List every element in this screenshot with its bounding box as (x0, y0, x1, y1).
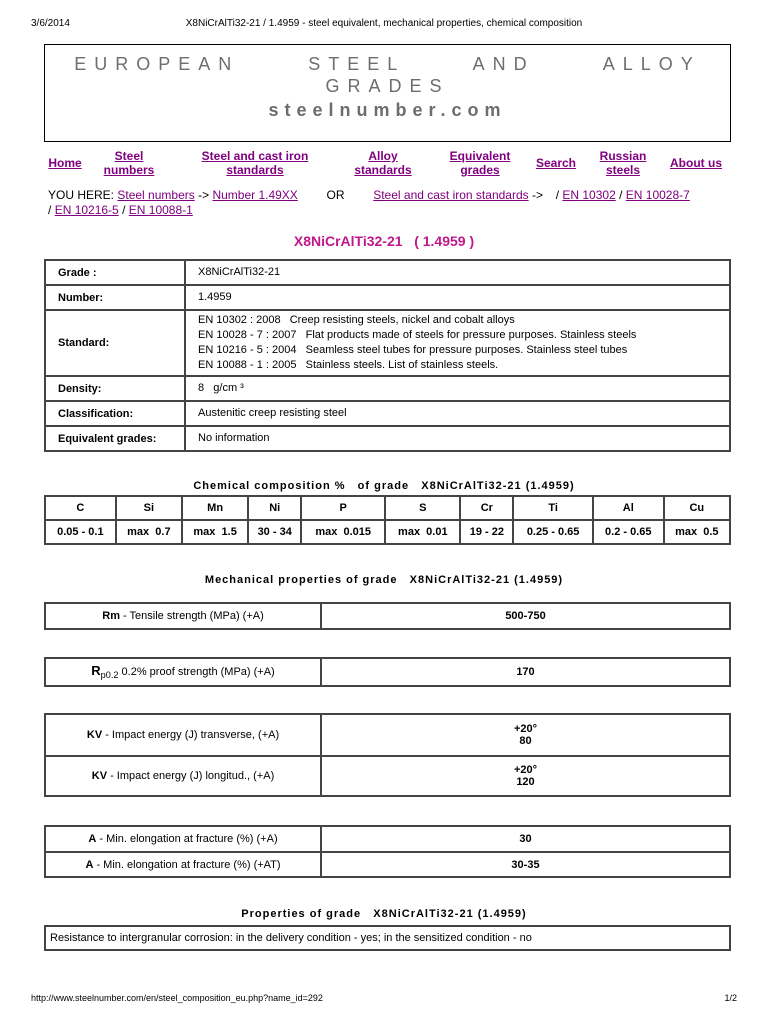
rm-symbol: Rm (102, 610, 120, 622)
kv-transverse-text: - Impact energy (J) transverse, (+A) (102, 729, 280, 741)
kv-transverse-energy: 80 (519, 735, 532, 747)
banner-site-name: steelnumber.com (268, 100, 507, 120)
chem-table (44, 495, 731, 545)
chem-value-row (45, 520, 730, 544)
chem-header-ni: Ni (248, 496, 301, 520)
rm-label (45, 603, 321, 629)
grade-info-table (44, 259, 731, 452)
table-row (45, 658, 730, 686)
chem-value-c: 0.05 - 0.1 (45, 520, 116, 544)
a-plus-a-value: 30 (321, 826, 730, 852)
a-symbol: A (85, 858, 94, 871)
chem-title: Chemical composition % of grade X8NiCrAlTi32-21 (1.4959) (193, 480, 575, 492)
breadcrumb-sep: / (619, 188, 623, 202)
a-plus-a-text: - Min. elongation at fracture (%) (+A) (96, 833, 278, 845)
classification-value: Austenitic creep resisting steel (185, 401, 730, 426)
breadcrumb-arrow-2: -> (531, 188, 543, 202)
density-label: Density: (45, 376, 185, 401)
standard-line-2: EN 10028 - 7 : 2007 Flat products made of steels for pressure purposes. Stainless steels (198, 329, 637, 341)
equivalent-value: No information (185, 426, 730, 451)
nav-search[interactable]: Search (535, 156, 577, 170)
mech-table-rp (44, 657, 731, 687)
kv-longitud-value (321, 756, 730, 796)
chem-value-s: max 0.01 (385, 520, 460, 544)
number-label: Number: (45, 285, 185, 310)
a-plus-at-value: 30-35 (321, 852, 730, 877)
nav-standards-line2: standards (226, 163, 284, 177)
mech-table-a (44, 825, 731, 878)
banner-word-1: EUROPEAN (74, 54, 240, 74)
grade-label: Grade : (45, 260, 185, 285)
nav-russian-steels[interactable] (596, 149, 650, 177)
chem-value-si: max 0.7 (116, 520, 182, 544)
chem-value-mn: max 1.5 (182, 520, 248, 544)
chem-header-c: C (45, 496, 116, 520)
site-banner[interactable] (44, 44, 731, 142)
nav-steel-numbers-line1: Steel (114, 149, 144, 163)
mech-table-rm (44, 602, 731, 630)
kv-longitud-text: - Impact energy (J) longitud., (+A) (107, 770, 275, 782)
breadcrumb-steel-numbers[interactable]: Steel numbers (117, 188, 195, 202)
nav-steel-numbers[interactable] (100, 149, 158, 177)
breadcrumb-en-10216-5[interactable]: EN 10216-5 (54, 203, 119, 217)
table-row (45, 260, 730, 285)
print-doc-title: X8NiCrAlTi32-21 / 1.4959 - steel equivalent, mechanical properties, chemical composition (185, 18, 583, 29)
table-row (45, 401, 730, 426)
chem-value-p: max 0.015 (301, 520, 385, 544)
chem-value-ni: 30 - 34 (248, 520, 301, 544)
page-title: X8NiCrAlTi32-21 ( 1.4959 ) (293, 233, 475, 249)
a-plus-a-label (45, 826, 321, 852)
nav-standards[interactable] (198, 149, 312, 177)
mech-table-kv (44, 713, 731, 797)
table-row (45, 285, 730, 310)
footer-url: http://www.steelnumber.com/en/steel_composition_eu.php?name_id=292 (31, 993, 323, 1003)
nav-alloy-standards[interactable] (352, 149, 414, 177)
chem-header-cu: Cu (664, 496, 730, 520)
nav-standards-line1: Steel and cast iron (201, 149, 309, 163)
standard-line-3: EN 10216 - 5 : 2004 Seamless steel tubes for pressure purposes. Stainless steel tubes (198, 344, 628, 356)
props-title: Properties of grade X8NiCrAlTi32-21 (1.4959) (241, 908, 527, 920)
kv-longitud-energy: 120 (516, 776, 535, 788)
chem-header-s: S (385, 496, 460, 520)
table-row (45, 310, 730, 376)
nav-equivalent-line1: Equivalent (449, 149, 511, 163)
banner-line1 (45, 53, 730, 75)
table-row (45, 852, 730, 877)
kv-transverse-label (45, 714, 321, 756)
breadcrumb-sep: / (555, 188, 560, 202)
breadcrumb-standards[interactable]: Steel and cast iron standards (373, 188, 529, 202)
a-plus-at-text: - Min. elongation at fracture (%) (+AT) (93, 858, 281, 871)
kv-symbol: KV (91, 770, 108, 782)
rp-text: 0.2% proof strength (MPa) (+A) (118, 666, 275, 679)
table-row (45, 603, 730, 629)
table-row (45, 376, 730, 401)
chem-header-ti: Ti (513, 496, 593, 520)
props-text: Resistance to intergranular corrosion: in the delivery condition - yes; in the sensitized condition - no (45, 926, 730, 950)
standard-value (185, 310, 730, 376)
kv-longitud-temp: +20° (513, 764, 538, 776)
equivalent-label: Equivalent grades: (45, 426, 185, 451)
table-row (45, 756, 730, 796)
main-nav (0, 148, 768, 182)
chem-value-cr: 19 - 22 (460, 520, 513, 544)
kv-longitud-label (45, 756, 321, 796)
footer-page-number: 1/2 (724, 993, 737, 1003)
breadcrumb-sep: / (122, 203, 126, 217)
chem-header-row (45, 496, 730, 520)
print-header (0, 18, 768, 32)
rp-symbol: R (91, 663, 101, 679)
nav-equivalent-grades[interactable] (446, 149, 514, 177)
grade-value: X8NiCrAlTi32-21 (185, 260, 730, 285)
number-value: 1.4959 (185, 285, 730, 310)
chem-header-al: Al (593, 496, 664, 520)
nav-russian-line1: Russian (599, 149, 647, 163)
breadcrumb-en-10088-1[interactable]: EN 10088-1 (128, 203, 193, 217)
chem-header-cr: Cr (460, 496, 513, 520)
table-row (45, 426, 730, 451)
standard-label: Standard: (45, 310, 185, 376)
breadcrumb-number[interactable]: Number 1.49XX (212, 188, 298, 202)
table-row (45, 714, 730, 756)
breadcrumb-en-10302[interactable]: EN 10302 (562, 188, 616, 202)
kv-symbol: KV (86, 729, 103, 741)
props-table (44, 925, 731, 951)
nav-about-us[interactable]: About us (670, 156, 722, 170)
chem-value-ti: 0.25 - 0.65 (513, 520, 593, 544)
nav-russian-line2: steels (605, 163, 641, 177)
nav-home[interactable]: Home (48, 156, 82, 170)
rp-subscript: p0.2 (100, 670, 119, 681)
chem-value-cu: max 0.5 (664, 520, 730, 544)
nav-steel-numbers-line2: numbers (103, 163, 155, 177)
kv-transverse-temp: +20° (513, 723, 538, 735)
chem-header-p: P (301, 496, 385, 520)
table-row (45, 826, 730, 852)
breadcrumb-sep: / (48, 203, 52, 217)
chem-value-al: 0.2 - 0.65 (593, 520, 664, 544)
nav-alloy-line1: Alloy (368, 149, 398, 163)
breadcrumb-you-here: YOU HERE: (48, 188, 115, 202)
kv-transverse-value (321, 714, 730, 756)
standard-line-1: EN 10302 : 2008 Creep resisting steels, nickel and cobalt alloys (198, 314, 515, 326)
a-symbol: A (88, 833, 97, 845)
breadcrumb-arrow: -> (198, 188, 210, 202)
rp-value: 170 (321, 658, 730, 686)
print-date: 3/6/2014 (31, 18, 70, 29)
rm-text: - Tensile strength (MPa) (+A) (119, 610, 264, 622)
banner-word-3: AND (472, 54, 535, 74)
banner-line2: GRADES (325, 76, 450, 96)
density-value: 8 g/cm ³ (185, 376, 730, 401)
nav-equivalent-line2: grades (460, 163, 500, 177)
chem-header-mn: Mn (182, 496, 248, 520)
breadcrumb-en-10028-7[interactable]: EN 10028-7 (625, 188, 690, 202)
breadcrumb-or: OR (326, 188, 345, 202)
breadcrumb (48, 188, 738, 218)
banner-word-2: STEEL (308, 54, 405, 74)
a-plus-at-label (45, 852, 321, 877)
nav-alloy-line2: standards (354, 163, 412, 177)
classification-label: Classification: (45, 401, 185, 426)
mech-title: Mechanical properties of grade X8NiCrAlTi32-21 (1.4959) (204, 574, 564, 586)
rm-value: 500-750 (321, 603, 730, 629)
table-row (45, 926, 730, 950)
rp-label (45, 658, 321, 686)
banner-word-4: ALLOY (602, 54, 701, 74)
chem-header-si: Si (116, 496, 182, 520)
standard-line-4: EN 10088 - 1 : 2005 Stainless steels. List of stainless steels. (198, 359, 499, 371)
